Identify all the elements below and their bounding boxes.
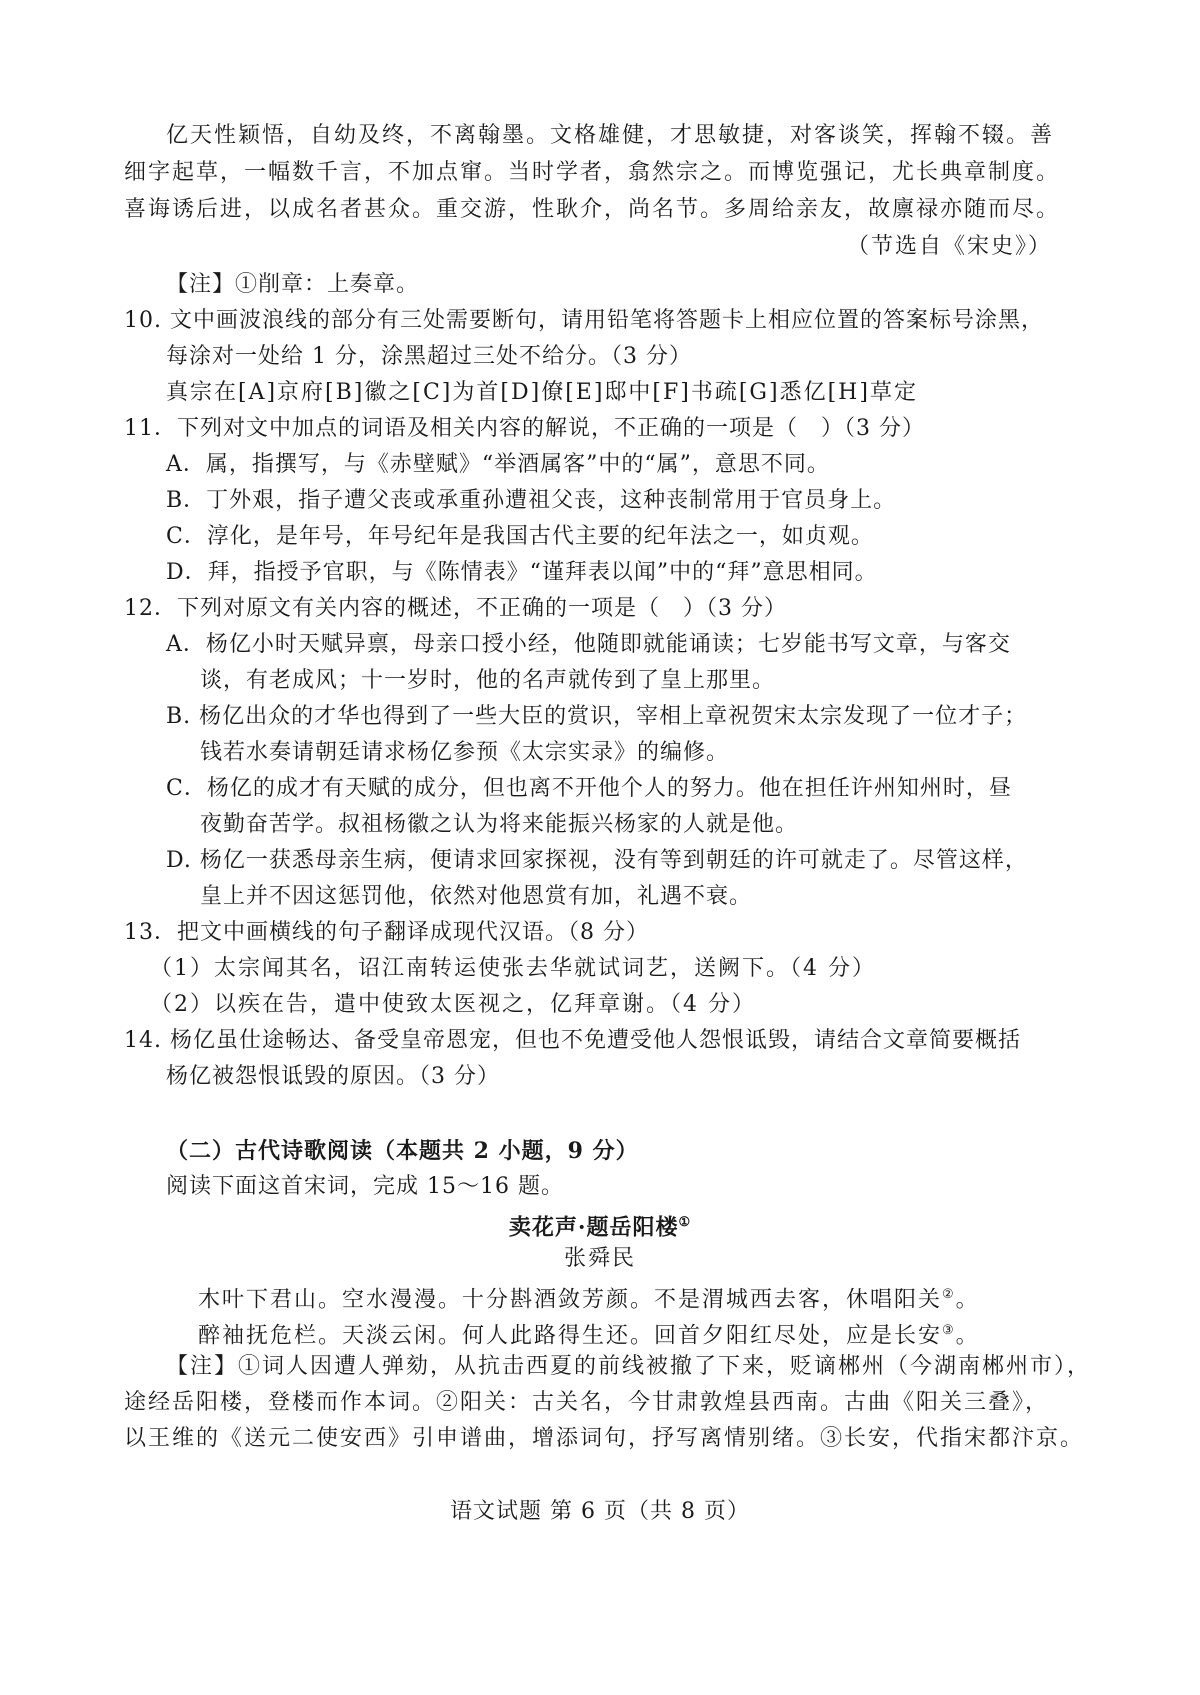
q14-stem: 14. 杨亿虽仕途畅达、备受皇帝恩宠，但也不免遭受他人怨恨诋毁，请结合文章简要概括	[124, 1028, 1021, 1053]
q12-option-c-cont: 夜勤奋苦学。叔祖杨徽之认为将来能振兴杨家的人就是他。	[200, 812, 799, 837]
q12-option-d: D. 杨亿一获悉母亲生病，便请求回家探视，没有等到朝廷的许可就走了。尽管这样，	[166, 848, 1028, 873]
q12-option-b-cont: 钱若水奏请朝廷请求杨亿参预《太宗实录》的编修。	[200, 740, 730, 765]
section-heading: （二）古代诗歌阅读（本题共 2 小题，9 分）	[166, 1138, 639, 1164]
q12-option-a: A．杨亿小时天赋异禀，母亲口授小经，他随即就能诵读；七岁能书写文章，与客交	[166, 632, 1011, 657]
poem-line: 醉袖抚危栏。天淡云闲。何人此路得生还。回首夕阳红尽处，应是长安③。	[198, 1323, 980, 1349]
passage-line: 细字起草，一幅数千言，不加点窜。当时学者，翕然宗之。而博览强记，尤长典章制度。	[124, 160, 1061, 185]
q11-option-b: B．丁外艰，指子遭父丧或承重孙遭祖父丧，这种丧制常用于官员身上。	[166, 488, 897, 513]
q12-option-c: C．杨亿的成才有天赋的成分，但也离不开他个人的努力。他在担任许州知州时，昼	[166, 776, 1012, 801]
q13-stem: 13．把文中画横线的句子翻译成现代汉语。（8 分）	[124, 920, 649, 945]
section-instruction: 阅读下面这首宋词，完成 15～16 题。	[166, 1174, 564, 1199]
poem-note: 以王维的《送元二使安西》引申谱曲，增添词句，抒写离情别绪。③长安，代指宋都汴京。	[124, 1426, 1085, 1451]
q12-stem: 12．下列对原文有关内容的概述，不正确的一项是（ ）（3 分）	[124, 596, 787, 621]
page-footer: 语文试题 第 6 页（共 8 页）	[450, 1499, 750, 1524]
q12-option-a-cont: 谈，有老成风；十一岁时，他的名声就传到了皇上那里。	[200, 668, 776, 693]
q10-stem-cont: 每涂对一处给 1 分，涂黑超过三处不给分。（3 分）	[166, 344, 692, 369]
q11-option-d: D．拜，指授予官职，与《陈情表》“谨拜表以闻”中的“拜”意思相同。	[166, 560, 878, 585]
q14-stem-cont: 杨亿被怨恨诋毁的原因。（3 分）	[166, 1064, 500, 1089]
q10-sentence: 真宗在[A]京府[B]徽之[C]为首[D]僚[E]邸中[F]书疏[G]悉亿[H]草定	[166, 380, 918, 405]
passage-line: 亿天性颖悟，自幼及终，不离翰墨。文格雄健，才思敏捷，对客谈笑，挥翰不辍。善	[166, 123, 1055, 148]
q10-stem: 10. 文中画波浪线的部分有三处需要断句，请用铅笔将答题卡上相应位置的答案标号涂黑，	[124, 308, 1044, 333]
poem-line: 木叶下君山。空水漫漫。十分斟酒敛芳颜。不是渭城西去客，休唱阳关②。	[198, 1287, 980, 1313]
q11-stem: 11．下列对文中加点的词语及相关内容的解说，不正确的一项是（ ）（3 分）	[124, 416, 925, 441]
source-attribution: （节选自《宋史》）	[846, 234, 1052, 259]
passage-line: 喜诲诱后进，以成名者甚众。重交游，性耿介，尚名节。多周给亲友，故廪禄亦随而尽。	[124, 197, 1061, 222]
q11-option-c: C．淳化，是年号，年号纪年是我国古代主要的纪年法之一，如贞观。	[166, 524, 874, 549]
q11-option-a: A．属，指撰写，与《赤壁赋》“举酒属客”中的“属”，意思不同。	[166, 452, 830, 477]
passage-note: 【注】①削章：上奏章。	[166, 272, 420, 297]
poem-title: 卖花声·题岳阳楼①	[508, 1214, 692, 1241]
q13-item-1: （1）太宗闻其名，诏江南转运使张去华就试词艺，送阙下。（4 分）	[150, 956, 876, 981]
q12-option-d-cont: 皇上并不因这惩罚他，依然对他恩赏有加，礼遇不衰。	[200, 884, 753, 909]
poem-note: 途经岳阳楼，登楼而作本词。②阳关：古关名，今甘肃敦煌县西南。古曲《阳关三叠》，	[124, 1390, 1050, 1415]
poem-author: 张舜民	[563, 1246, 636, 1271]
q12-option-b: B. 杨亿出众的才华也得到了一些大臣的赏识，宰相上章祝贺宋太宗发现了一位才子；	[166, 704, 1028, 729]
q13-item-2: （2）以疾在告，遣中使致太医视之，亿拜章谢。（4 分）	[150, 992, 756, 1017]
poem-note: 【注】①词人因遭人弹劾，从抗击西夏的前线被撤了下来，贬谪郴州（今湖南郴州市），	[166, 1354, 1092, 1379]
